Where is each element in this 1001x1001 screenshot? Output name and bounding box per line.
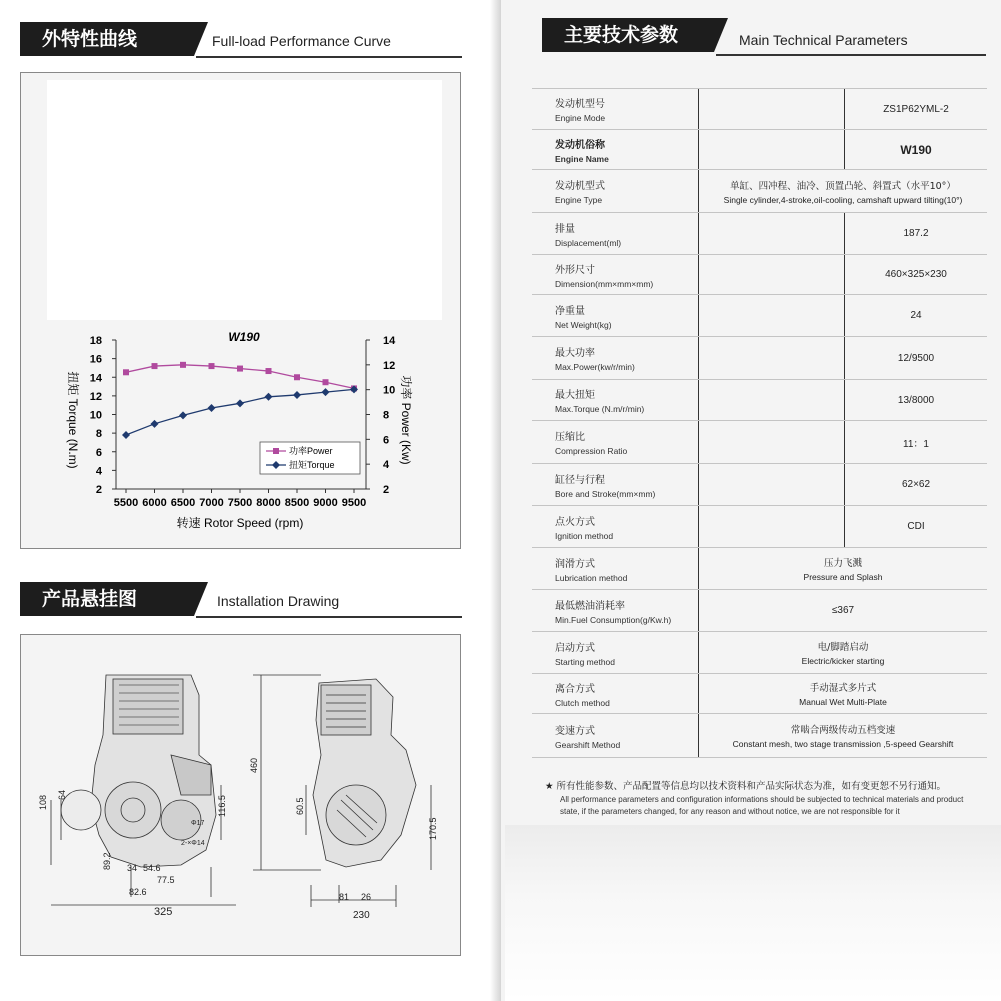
spec-value-en: Constant mesh, two stage transmission ,5-speed Gearshift — [732, 739, 954, 749]
spec-label-cn: 启动方式 — [555, 642, 595, 654]
spec-value-text: 11：1 — [903, 438, 929, 450]
dim-460: 460 — [249, 757, 259, 773]
spec-label-en: Engine Name — [555, 153, 609, 164]
spec-value-cn: 电/脚踏启动 — [817, 642, 869, 653]
spec-value — [844, 421, 987, 463]
chart-title: W190 — [228, 330, 260, 344]
spec-value-text: 24 — [910, 310, 922, 321]
spec-label — [532, 170, 698, 212]
y2-tick-label: 4 — [383, 459, 390, 472]
params-section-title-cn: 主要技术参数 — [542, 18, 714, 52]
power-point — [323, 379, 329, 385]
spec-label-en: Max.Torque (N.m/r/min) — [555, 404, 645, 414]
spec-table — [532, 88, 987, 758]
spec-label-en: Lubrication method — [555, 572, 628, 583]
spec-value-cn: 压力飞溅 — [823, 558, 862, 569]
spec-blank-cell — [699, 337, 844, 379]
spec-blank-cell — [699, 464, 844, 505]
spec-label-en: Starting method — [555, 656, 616, 667]
x-tick-label: 6500 — [170, 497, 196, 509]
spec-label-en: Max.Power(kw/r/min) — [555, 362, 635, 372]
dim-170-5: 170.5 — [428, 817, 438, 840]
torque-point — [265, 393, 273, 401]
y2-tick-label: 14 — [383, 335, 396, 347]
spec-label — [532, 421, 698, 463]
spec-row — [532, 213, 987, 255]
spec-value — [699, 632, 987, 673]
params-section-header — [542, 18, 986, 54]
spec-blank-cell — [699, 130, 844, 169]
spec-value — [844, 464, 987, 505]
spec-value — [699, 170, 987, 212]
spec-label-en: Dimension(mm×mm×mm) — [555, 278, 654, 289]
spec-label-cn: 净重量 — [555, 305, 585, 317]
torque-point — [322, 388, 330, 396]
perf-section-title-cn: 外特性曲线 — [20, 22, 194, 56]
y-tick-label: 16 — [89, 353, 102, 366]
chart-blank-area — [47, 80, 442, 320]
y2-axis-label: 功率 Power (Kw) — [399, 375, 413, 465]
spec-label-cn: 发动机俗称 — [555, 139, 605, 151]
power-point — [123, 369, 129, 375]
torque-point — [293, 391, 301, 399]
spec-label-en: Net Weight(kg) — [555, 319, 612, 330]
x-tick-label: 8500 — [284, 497, 310, 509]
spec-value-text: CDI — [907, 521, 925, 532]
y-tick-label: 4 — [95, 465, 102, 478]
spec-value-text: 460×325×230 — [885, 269, 947, 280]
spec-label-en: Compression Ratio — [555, 446, 628, 456]
power-point — [152, 363, 158, 369]
spec-row — [532, 255, 987, 295]
spec-blank-cell — [699, 255, 844, 294]
params-section-title-en: Main Technical Parameters — [739, 32, 908, 48]
spec-label — [532, 590, 698, 631]
spec-label-cn: 最低燃油消耗率 — [555, 600, 625, 612]
spec-value-text: 12/9500 — [897, 352, 935, 364]
divider — [196, 616, 462, 618]
divider — [716, 54, 986, 56]
spec-value-cn: 单缸、四冲程、油冷、顶置凸轮、斜置式（水平10°） — [730, 180, 956, 192]
spec-label — [532, 632, 698, 673]
y2-tick-label: 10 — [383, 384, 396, 397]
x-tick-label: 7000 — [199, 497, 224, 509]
y-tick-label: 6 — [95, 446, 102, 459]
left-page — [0, 0, 500, 1001]
divider — [196, 56, 462, 58]
spec-row — [532, 714, 987, 758]
power-point — [209, 363, 215, 369]
spec-label — [532, 674, 698, 713]
spec-label-cn: 外形尺寸 — [555, 264, 595, 276]
spec-label — [532, 255, 698, 294]
spec-label-en: Min.Fuel Consumption(g/Kw.h) — [555, 614, 672, 625]
x-axis-label: 转速 Rotor Speed (rpm) — [176, 516, 304, 530]
dim-81: 81 — [339, 892, 350, 902]
spec-label — [532, 548, 698, 589]
spec-value-text: 13/8000 — [897, 394, 935, 406]
spec-value — [844, 255, 987, 294]
spec-value-cn: 常啮合两级传动五档变速 — [790, 725, 896, 736]
note-en: All performance parameters and configuration informations should be subjected to technical materials and product state, if the parameters changed, for any reason and without notice, we are not responsible for it — [560, 795, 964, 816]
performance-chart — [20, 320, 461, 545]
x-tick-label: 5500 — [113, 497, 139, 509]
spec-blank-cell — [699, 213, 844, 254]
spec-label — [532, 380, 698, 420]
spec-label-cn: 最大扭矩 — [555, 390, 595, 401]
engine-side-view — [253, 675, 431, 907]
spec-label-en: Gearshift Method — [555, 739, 621, 750]
dim-60-5: 60.5 — [295, 797, 305, 815]
dim-108: 108 — [38, 794, 48, 810]
spec-value-en: Single cylinder,4-stroke,oil-cooling, camshaft upward tilting(10°) — [723, 194, 963, 205]
spec-row — [532, 632, 987, 674]
spec-row — [532, 674, 987, 714]
spec-label — [532, 89, 698, 129]
spec-value — [699, 590, 987, 631]
spec-label — [532, 506, 698, 547]
install-section-header — [20, 582, 462, 618]
legend-label: 扭矩Torque — [289, 460, 335, 470]
dim-77-5: 77.5 — [157, 875, 175, 885]
spec-value — [699, 714, 987, 757]
spec-label — [532, 213, 698, 254]
spec-value — [844, 130, 987, 169]
dim-34: 34 — [127, 863, 138, 873]
spec-value — [844, 295, 987, 336]
spec-row — [532, 337, 987, 380]
dim-230: 230 — [353, 910, 370, 921]
y2-tick-label: 8 — [383, 409, 390, 422]
power-point — [266, 368, 272, 374]
series-line-torque — [126, 389, 354, 435]
dim-89-2: 89.2 — [102, 852, 112, 870]
spec-label — [532, 337, 698, 379]
torque-point — [151, 420, 159, 428]
perf-section-title-en: Full-load Performance Curve — [212, 33, 391, 49]
y-tick-label: 8 — [95, 428, 102, 441]
y-tick-label: 10 — [89, 409, 102, 422]
spec-label-cn: 排量 — [555, 223, 575, 235]
power-point — [237, 366, 243, 372]
spec-value — [844, 506, 987, 547]
spec-value — [844, 380, 987, 420]
dim-54-6: 54.6 — [143, 863, 161, 873]
y-tick-label: 12 — [89, 390, 102, 403]
y-tick-label: 2 — [95, 484, 102, 496]
dim-64: 64 — [57, 789, 67, 800]
installation-drawing — [21, 635, 460, 955]
spec-value — [699, 548, 987, 589]
install-section-title-en: Installation Drawing — [217, 593, 340, 609]
spec-label-cn: 发动机型式 — [555, 181, 605, 192]
spec-label-cn: 变速方式 — [555, 725, 595, 737]
torque-point — [179, 411, 187, 419]
spec-value-en: Manual Wet Multi-Plate — [799, 697, 887, 707]
spec-row — [532, 170, 987, 213]
spec-row — [532, 421, 987, 464]
spec-row — [532, 548, 987, 590]
x-tick-label: 6000 — [142, 497, 167, 509]
y-tick-label: 14 — [89, 372, 102, 385]
spec-label-cn: 压缩比 — [555, 432, 585, 443]
spec-value-text: W190 — [900, 142, 932, 157]
spec-label-en: Bore and Stroke(mm×mm) — [555, 488, 656, 499]
y2-tick-label: 12 — [383, 359, 396, 372]
spec-label-en: Engine Mode — [555, 113, 606, 123]
spec-value — [844, 337, 987, 379]
note-cn: ★ 所有性能参数、产品配置等信息均以技术资料和产品实际状态为准，如有变更恕不另行通知。 — [545, 781, 947, 792]
y2-tick-label: 6 — [383, 434, 390, 447]
dim-26: 26 — [361, 892, 372, 902]
spec-label-cn: 最大功率 — [555, 348, 595, 359]
spec-label-cn: 离合方式 — [555, 683, 595, 695]
spec-label-cn: 发动机型号 — [555, 99, 605, 110]
spec-label-cn: 缸径与行程 — [555, 474, 605, 486]
spec-row — [532, 89, 987, 130]
spec-blank-cell — [699, 295, 844, 336]
spec-value — [699, 674, 987, 713]
y-axis-label: 扭矩 Torque (N.m) — [66, 371, 80, 469]
dim-82-6: 82.6 — [129, 887, 147, 897]
spec-blank-cell — [699, 89, 844, 129]
y2-tick-label: 2 — [383, 484, 390, 496]
spec-row — [532, 590, 987, 632]
x-tick-label: 7500 — [227, 497, 253, 509]
spec-label-cn: 点火方式 — [555, 516, 595, 528]
power-point — [180, 362, 186, 368]
spec-label-en: Engine Type — [555, 195, 603, 205]
spec-value-text: 187.2 — [903, 228, 929, 239]
y-tick-label: 18 — [89, 335, 102, 347]
spec-row — [532, 464, 987, 506]
legend-label: 功率Power — [289, 446, 333, 456]
install-section-title-cn: 产品悬挂图 — [20, 582, 194, 616]
spec-value-text: 62×62 — [901, 479, 931, 490]
spec-label — [532, 464, 698, 505]
installation-drawing-frame — [20, 634, 461, 956]
dim-116-5: 116.5 — [217, 795, 227, 817]
dim-phi17: Φ17 — [191, 820, 205, 827]
spec-label — [532, 714, 698, 757]
spec-blank-cell — [699, 380, 844, 420]
x-tick-label: 8000 — [256, 497, 281, 509]
spec-label-cn: 润滑方式 — [555, 558, 595, 570]
spec-label — [532, 130, 698, 169]
spec-value-text: ZS1P62YML-2 — [883, 103, 949, 115]
spec-value-en: Electric/kicker starting — [801, 656, 885, 666]
spec-blank-cell — [699, 506, 844, 547]
dim-325: 325 — [154, 906, 173, 918]
legend-marker — [273, 448, 279, 454]
spec-value-en: Pressure and Splash — [803, 572, 883, 582]
spec-label-en: Displacement(ml) — [555, 237, 622, 248]
x-tick-label: 9500 — [341, 497, 367, 509]
bottom-fade — [505, 825, 1001, 1001]
spec-label-en: Clutch method — [555, 697, 610, 708]
spec-row — [532, 295, 987, 337]
spec-value — [844, 89, 987, 129]
torque-point — [208, 404, 216, 412]
spec-row — [532, 380, 987, 421]
spec-row — [532, 506, 987, 548]
spec-value — [844, 213, 987, 254]
perf-section-header — [20, 22, 462, 58]
spec-value-text: ≤367 — [831, 605, 855, 616]
spec-row — [532, 130, 987, 170]
x-tick-label: 9000 — [313, 497, 338, 509]
power-point — [294, 374, 300, 380]
spec-blank-cell — [699, 421, 844, 463]
spec-label-en: Ignition method — [555, 530, 614, 541]
torque-point — [122, 431, 130, 439]
chart-legend — [260, 442, 360, 474]
spec-label — [532, 295, 698, 336]
torque-point — [236, 399, 244, 407]
spec-value-cn: 手动湿式多片式 — [809, 683, 877, 694]
dim-2x-phi14: 2-×Φ14 — [181, 840, 205, 847]
